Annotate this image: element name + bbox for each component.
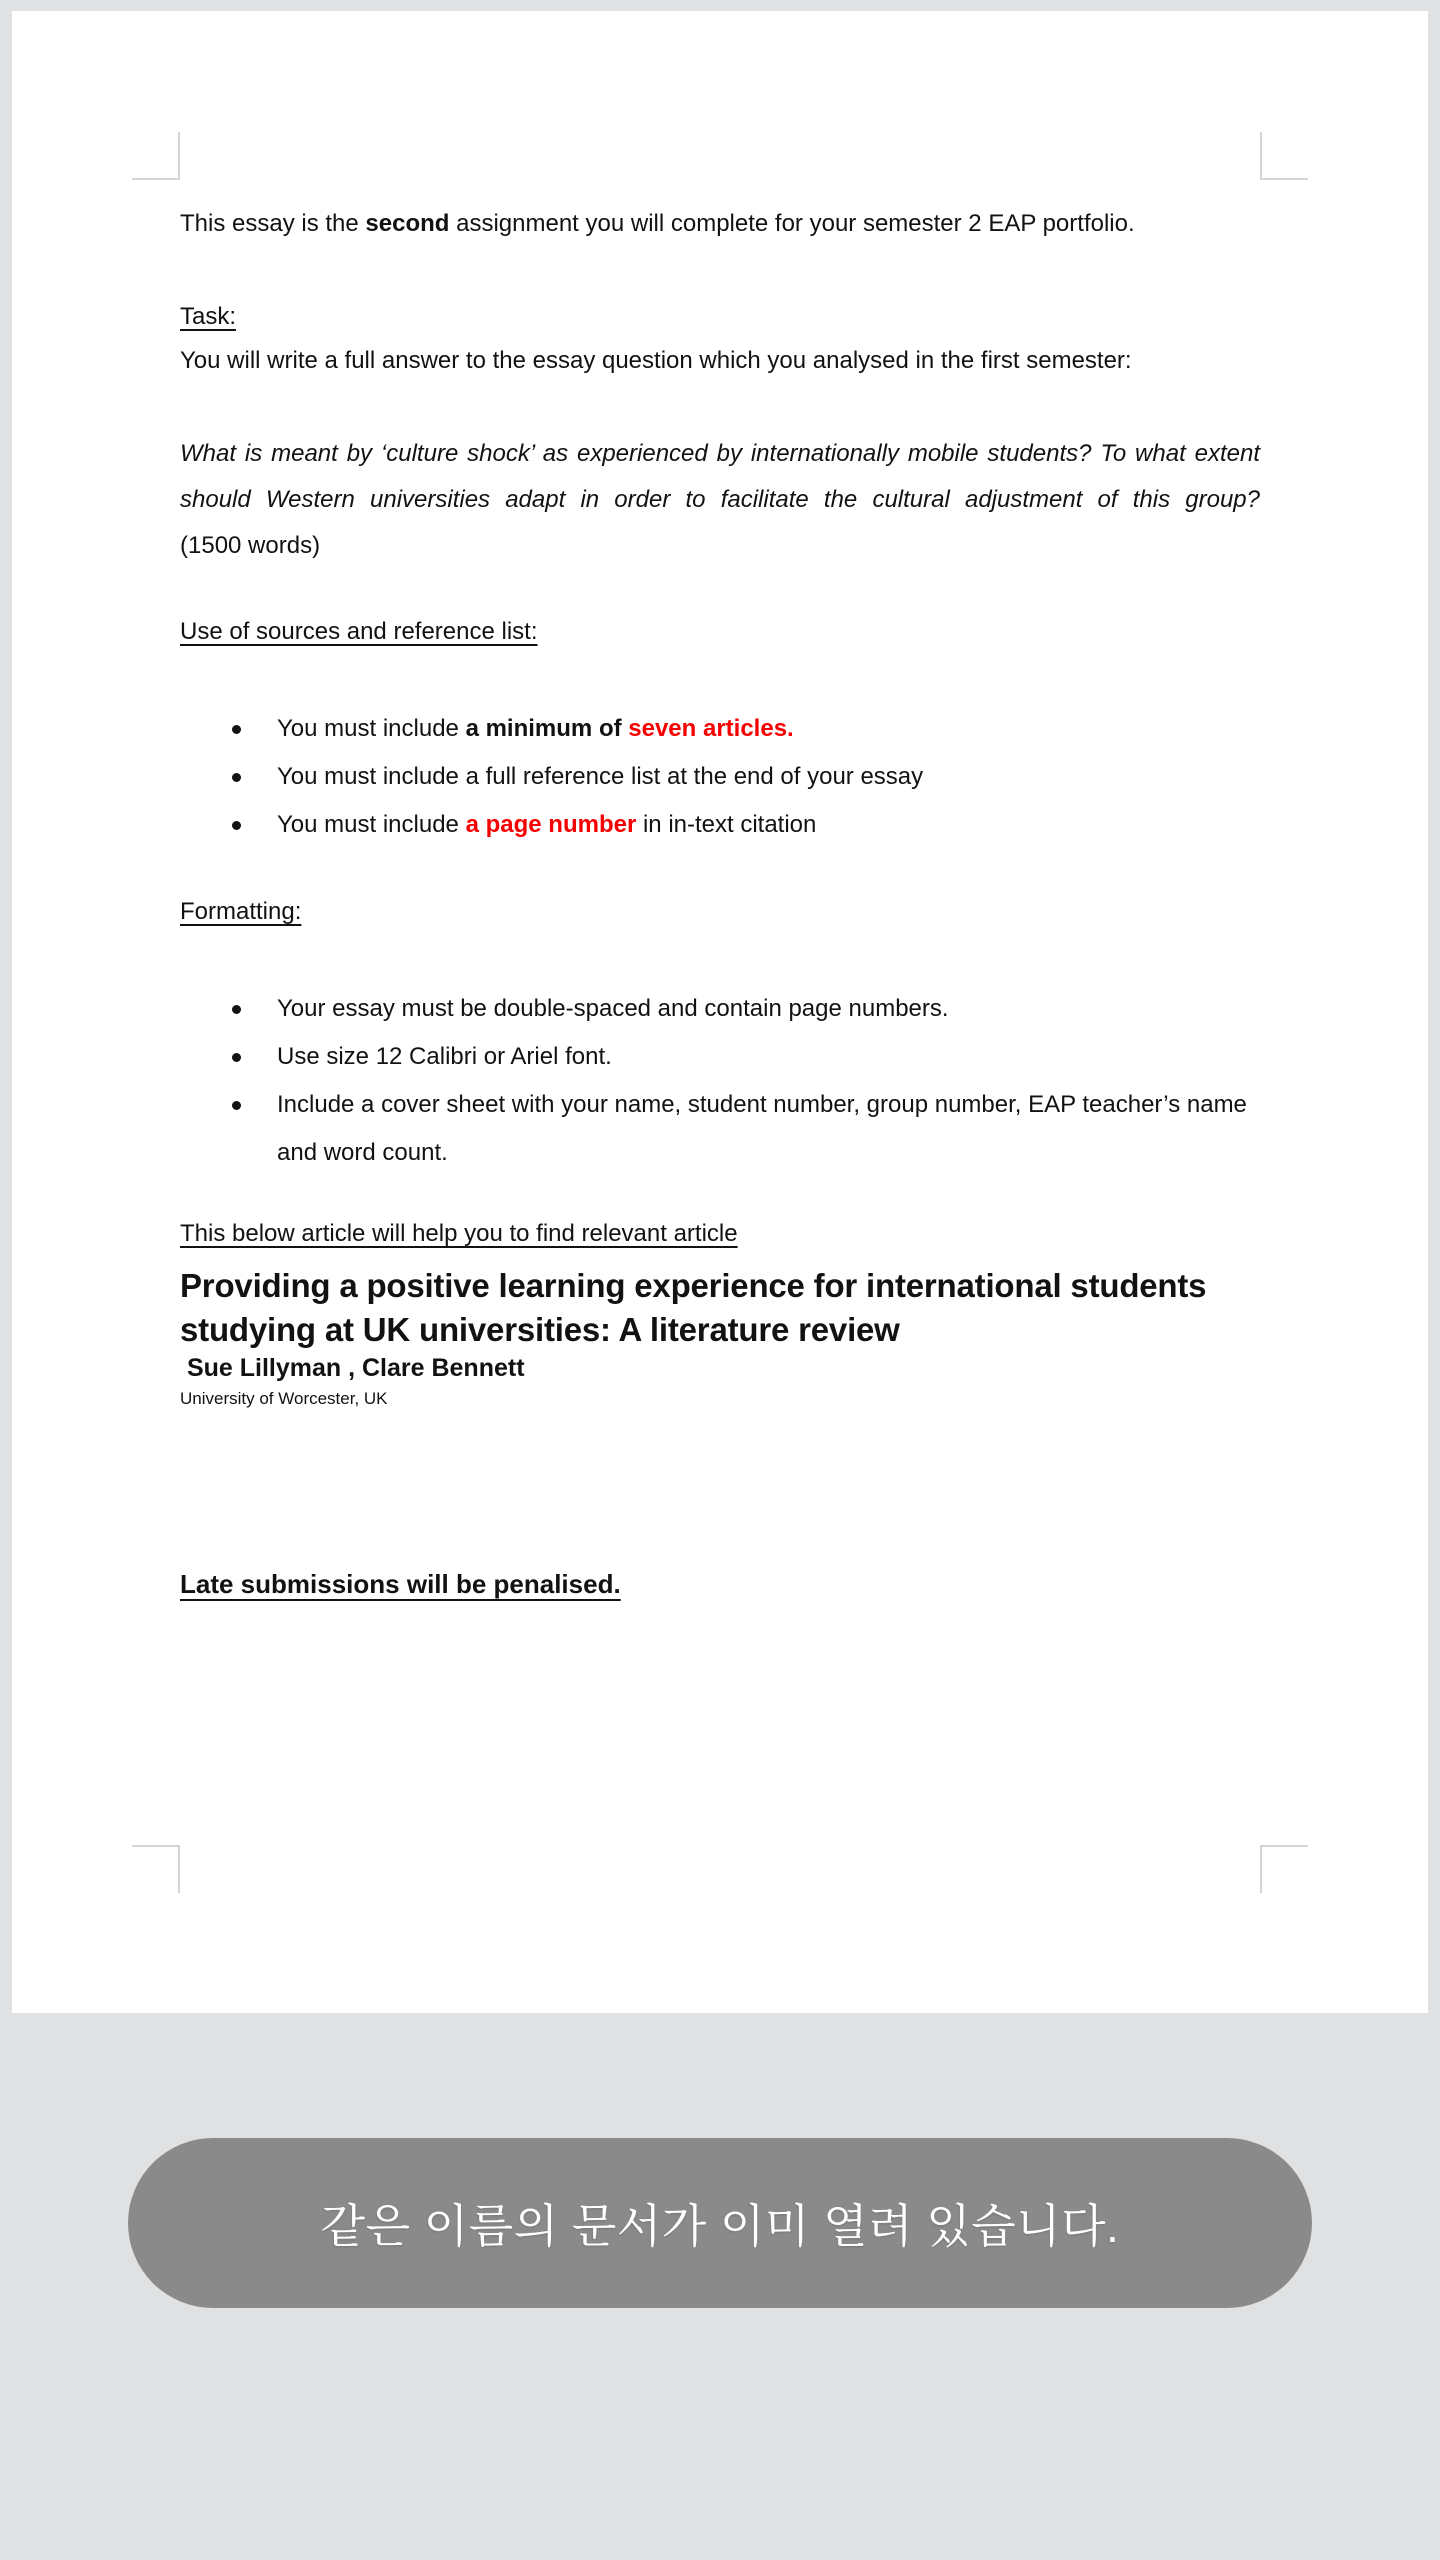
- formatting-heading: Formatting:: [180, 898, 302, 925]
- sources-bullet-3-red: a page number: [465, 811, 637, 838]
- margin-mark-top-left-icon: [132, 132, 180, 180]
- article-authors: Sue Lillyman , Clare Bennett: [180, 1354, 525, 1382]
- sources-bullet-1-pre: You must include: [277, 715, 466, 742]
- article-helper-link[interactable]: This below article will help you to find relevant article: [180, 1220, 738, 1247]
- task-heading: Task:: [180, 303, 237, 330]
- sources-heading: Use of sources and reference list:: [180, 618, 538, 645]
- intro-post: assignment you will complete for your semester 2 EAP portfolio.: [449, 210, 1135, 237]
- margin-mark-top-right-icon: [1260, 132, 1308, 180]
- task-body: You will write a full answer to the essay question which you analysed in the first semester:: [180, 347, 1132, 374]
- essay-question: [180, 431, 1260, 569]
- sources-bullet-2: [180, 753, 1260, 801]
- formatting-bullet-3: [180, 1081, 1260, 1177]
- sources-bullet-3-post: in in-text citation: [636, 811, 817, 838]
- formatting-bullet-list: [180, 985, 1260, 1177]
- intro-pre: This essay is the: [180, 210, 366, 237]
- article-title: Providing a positive learning experience for international students studying at UK universities: A literature review: [180, 1267, 1207, 1348]
- sources-bullet-1-bold: a minimum of: [465, 715, 629, 742]
- formatting-bullet-2-text: Use size 12 Calibri or Ariel font.: [277, 1043, 612, 1070]
- formatting-bullet-1-text: Your essay must be double-spaced and contain page numbers.: [277, 995, 949, 1022]
- formatting-bullet-1: [180, 985, 1260, 1033]
- margin-mark-bottom-right-icon: [1260, 1845, 1308, 1893]
- margin-mark-bottom-left-icon: [132, 1845, 180, 1893]
- article-affiliation: University of Worcester, UK: [180, 1389, 388, 1408]
- formatting-bullet-2: [180, 1033, 1260, 1081]
- sources-bullet-3-pre: You must include: [277, 811, 466, 838]
- essay-question-wordcount: (1500 words): [180, 532, 321, 559]
- toast-notification: [128, 2138, 1312, 2308]
- toast-message: 같은 이름의 문서가 이미 열려 있습니다.: [320, 2200, 1120, 2252]
- document-page[interactable]: [12, 11, 1428, 2013]
- sources-bullet-1: [180, 705, 1260, 753]
- sources-bullet-2-text: You must include a full reference list at the end of your essay: [277, 763, 924, 790]
- sources-bullet-3: [180, 801, 1260, 849]
- sources-bullet-1-red: seven articles.: [628, 715, 794, 742]
- formatting-bullet-3-text: Include a cover sheet with your name, student number, group number, EAP teacher’s name and word count.: [277, 1091, 1247, 1166]
- intro-paragraph: [180, 200, 1260, 248]
- essay-question-text: What is meant by ‘culture shock’ as experienced by internationally mobile students? To what extent should Western universities adapt in order to facilitate the cultural adjustment of this group?: [180, 440, 1260, 513]
- late-submission-notice: Late submissions will be penalised.: [180, 1569, 621, 1599]
- sources-bullet-list: [180, 705, 1260, 849]
- intro-bold: second: [365, 210, 450, 237]
